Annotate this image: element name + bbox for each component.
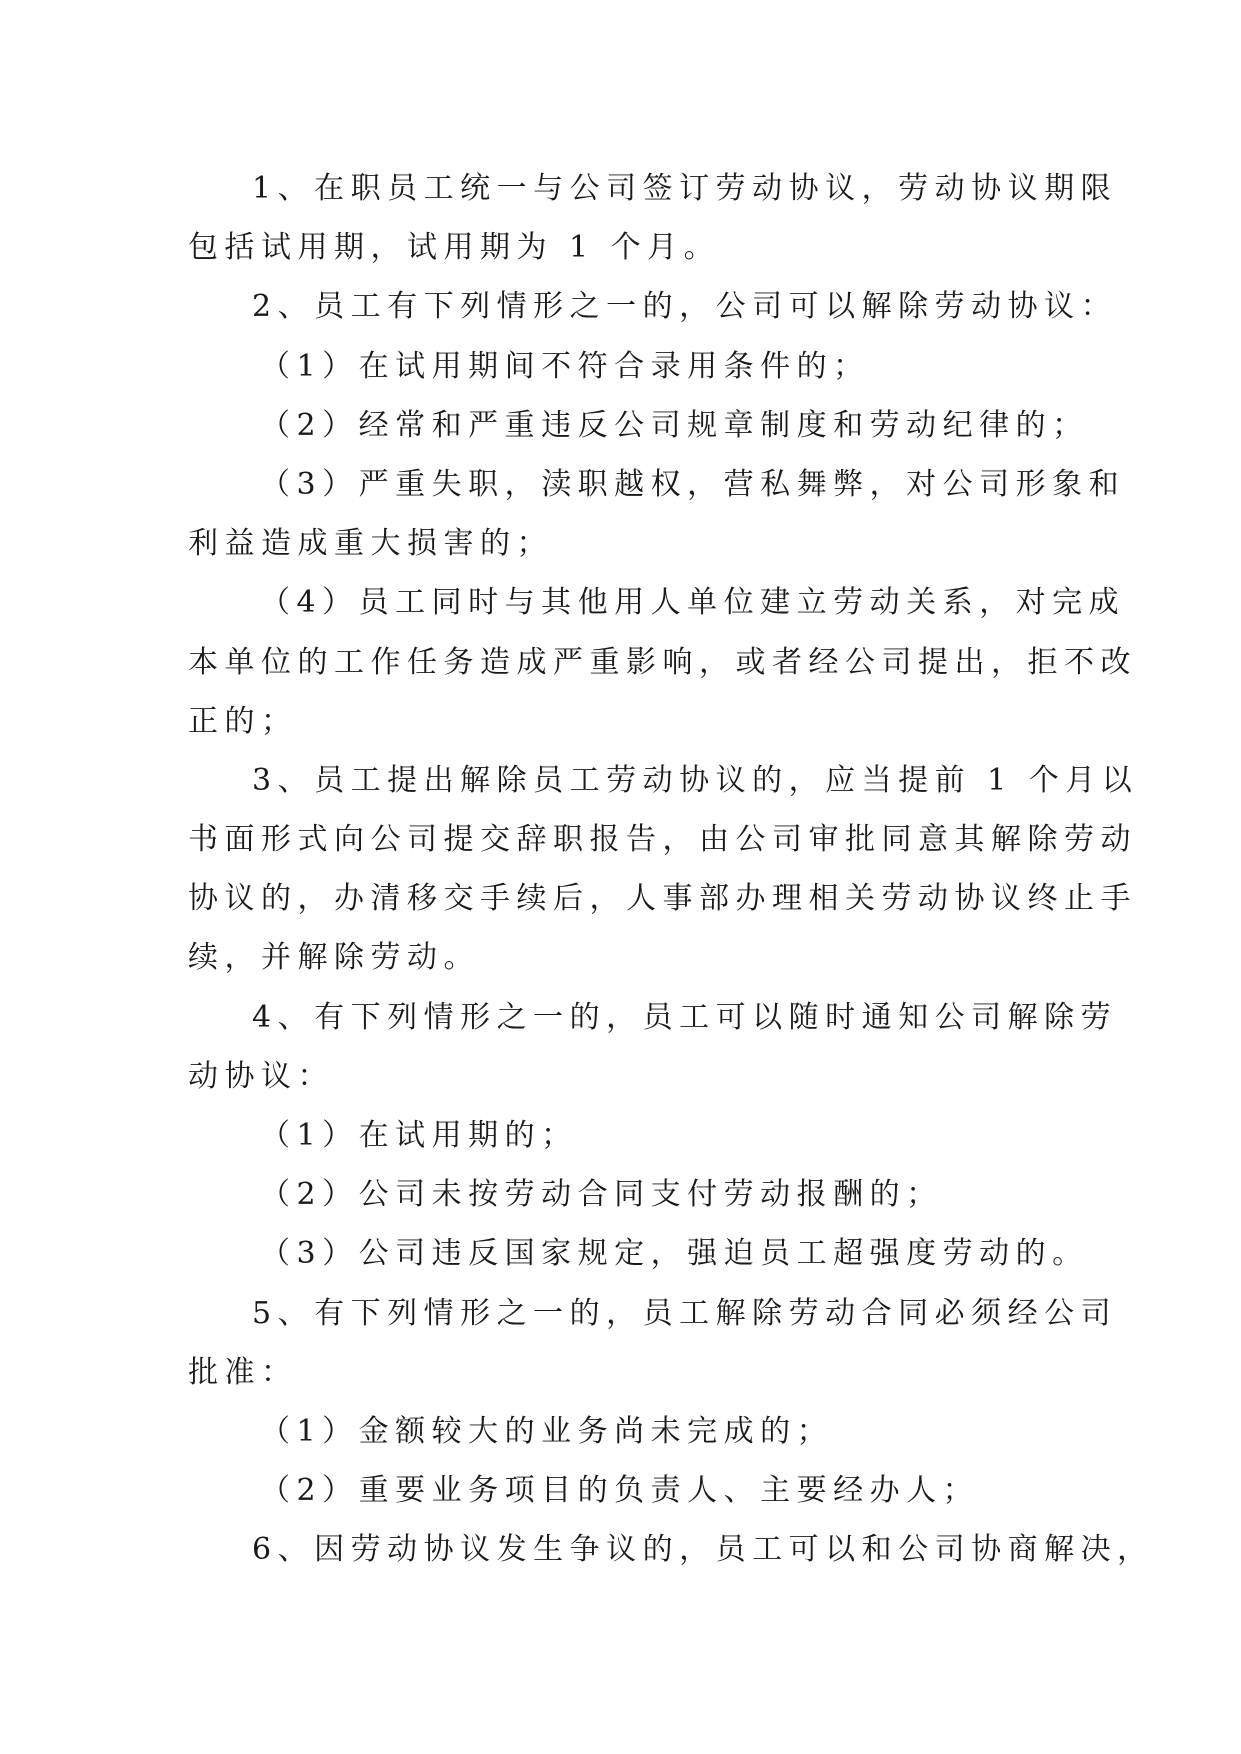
clause-2-item-4-line-1: （4）员工同时与其他用人单位建立劳动关系，对完成: [260, 585, 1126, 621]
clause-2-item-3-line-1: （3）严重失职，渎职越权，营私舞弊，对公司形象和: [260, 466, 1126, 502]
clause-3-line-3: 协议的，办清移交手续后，人事部办理相关劳动协议终止手: [188, 881, 1137, 917]
clause-6-line-1: 6、因劳动协议发生争议的，员工可以和公司协商解决，: [252, 1532, 1154, 1568]
clause-5-line-1: 5、有下列情形之一的，员工解除劳动合同必须经公司: [252, 1295, 1118, 1331]
clause-5-item-2: （2）重要业务项目的负责人、主要经办人；: [260, 1473, 980, 1509]
clause-3-line-1: 3、员工提出解除员工劳动协议的，应当提前 1 个月以: [252, 762, 1139, 798]
clause-2-item-4-line-3: 正的；: [188, 703, 298, 739]
clause-4-line-2: 动协议：: [188, 1058, 334, 1094]
clause-2-item-3-line-2: 利益造成重大损害的；: [188, 526, 553, 562]
document-body: [188, 159, 1154, 1580]
clause-3-line-2: 书面形式向公司提交辞职报告，由公司审批同意其解除劳动: [188, 822, 1137, 858]
clause-2-item-2: （2）经常和严重违反公司规章制度和劳动纪律的；: [260, 407, 1089, 443]
clause-4-item-3: （3）公司违反国家规定，强迫员工超强度劳动的。: [260, 1236, 1089, 1272]
clause-3-line-4: 续，并解除劳动。: [188, 940, 480, 976]
clause-5-line-2: 批准：: [188, 1354, 298, 1390]
clause-4-item-2: （2）公司未按劳动合同支付劳动报酬的；: [260, 1177, 943, 1213]
clause-2-line-1: 2、员工有下列情形之一的，公司可以解除劳动协议：: [252, 289, 1118, 325]
clause-4-line-1: 4、有下列情形之一的，员工可以随时通知公司解除劳: [252, 999, 1118, 1035]
clause-2-item-4-line-2: 本单位的工作任务造成严重影响，或者经公司提出，拒不改: [188, 644, 1137, 680]
clause-1-line-1: 1、在职员工统一与公司签订劳动协议，劳动协议期限: [252, 171, 1118, 206]
clause-2-item-1: （1）在试用期间不符合录用条件的；: [260, 348, 870, 384]
clause-1-line-2: 包括试用期，试用期为 1 个月。: [188, 230, 721, 266]
clause-4-item-1: （1）在试用期的；: [260, 1118, 578, 1153]
clause-5-item-1: （1）金额较大的业务尚未完成的；: [260, 1413, 834, 1449]
